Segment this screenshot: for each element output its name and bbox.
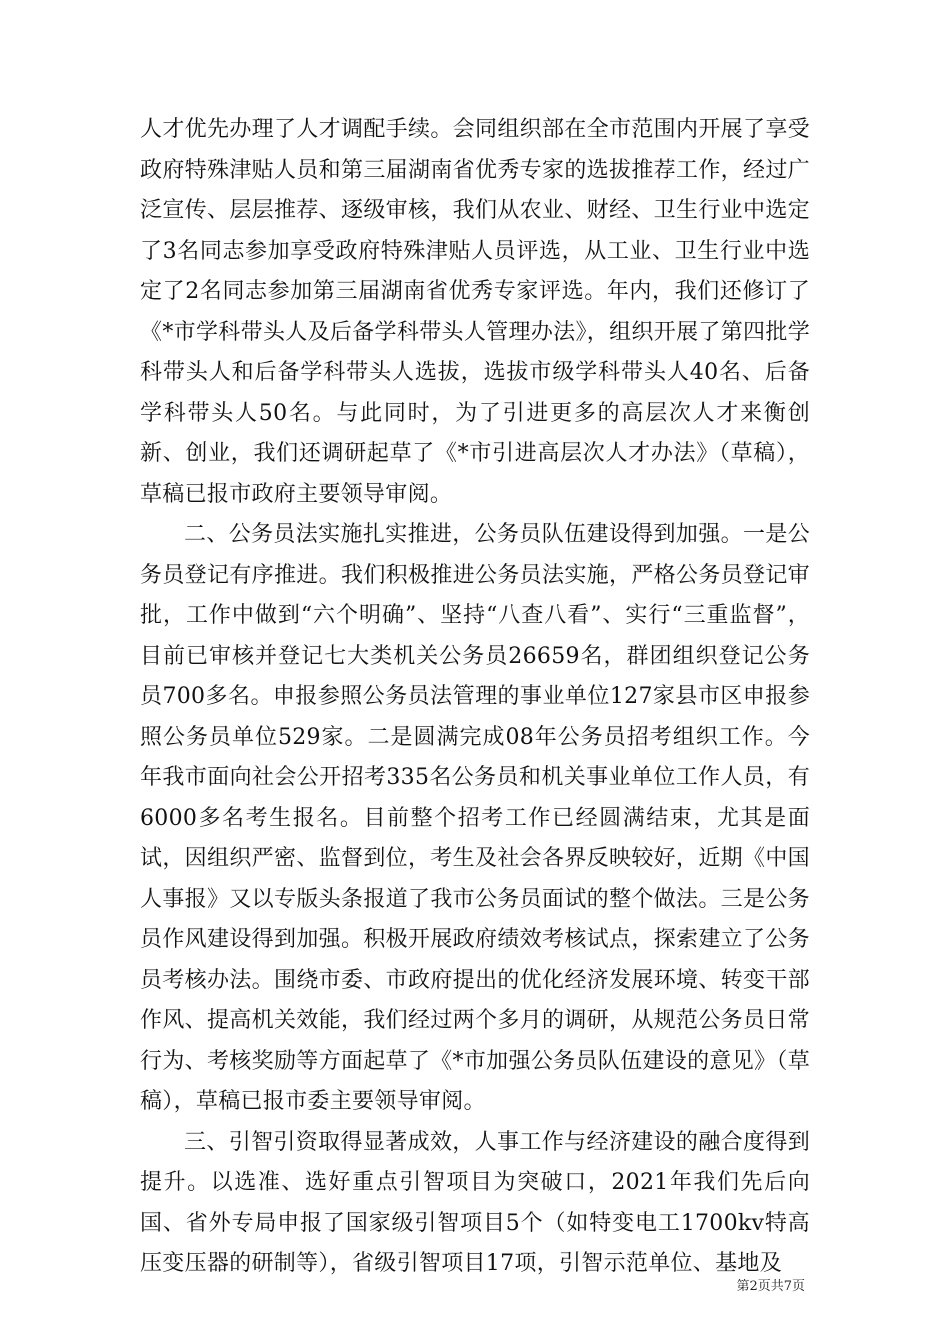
page-number: 第2页共7页: [736, 1279, 805, 1294]
document-body: [140, 110, 810, 1285]
paragraph-talent-introduction: 三、引智引资取得显著成效，人事工作与经济建设的融合度得到提升。以选准、选好重点引智项目为突破口，2021年我们先后向国、省外专局申报了国家级引智项目5个（如特变电工1700kv特高压变压器的研制等），省级引智项目17项，引智示范单位、基地及: [140, 1129, 810, 1276]
paragraph-talent: 人才优先办理了人才调配手续。会同组织部在全市范围内开展了享受政府特殊津贴人员和第三届湖南省优秀专家的选拔推荐工作，经过广泛宣传、层层推荐、逐级审核，我们从农业、财经、卫生行业中选定了3名同志参加享受政府特殊津贴人员评选，从工业、卫生行业中选定了2名同志参加第三届湖南省优秀专家评选。年内，我们还修订了《*市学科带头人及后备学科带头人管理办法》，组织开展了第四批学科带头人和后备学科带头人选拔，选拔市级学科带头人40名、后备学科带头人50名。与此同时，为了引进更多的高层次人才来衡创新、创业，我们还调研起草了《*市引进高层次人才办法》（草稿），草稿已报市政府主要领导审阅。: [140, 117, 810, 507]
paragraph-civil-servant: 二、公务员法实施扎实推进，公务员队伍建设得到加强。一是公务员登记有序推进。我们积极推进公务员法实施，严格公务员登记审批，工作中做到“六个明确”、坚持“八查八看”、实行“三重监督”，目前已审核并登记七大类机关公务员26659名，群团组织登记公务员700多名。申报参照公务员法管理的事业单位127家县市区申报参照公务员单位529家。二是圆满完成08年公务员招考组织工作。今年我市面向社会公开招考335名公务员和机关事业单位工作人员，有6000多名考生报名。目前整个招考工作已经圆满结束，尤其是面试，因组织严密、监督到位，考生及社会各界反映较好，近期《中国人事报》又以专版头条报道了我市公务员面试的整个做法。三是公务员作风建设得到加强。积极开展政府绩效考核试点，探索建立了公务员考核办法。围绕市委、市政府提出的优化经济发展环境、转变干部作风、提高机关效能，我们经过两个多月的调研，从规范公务员日常行为、考核奖励等方面起草了《*市加强公务员队伍建设的意见》（草稿），草稿已报市委主要领导审阅。: [140, 522, 810, 1114]
